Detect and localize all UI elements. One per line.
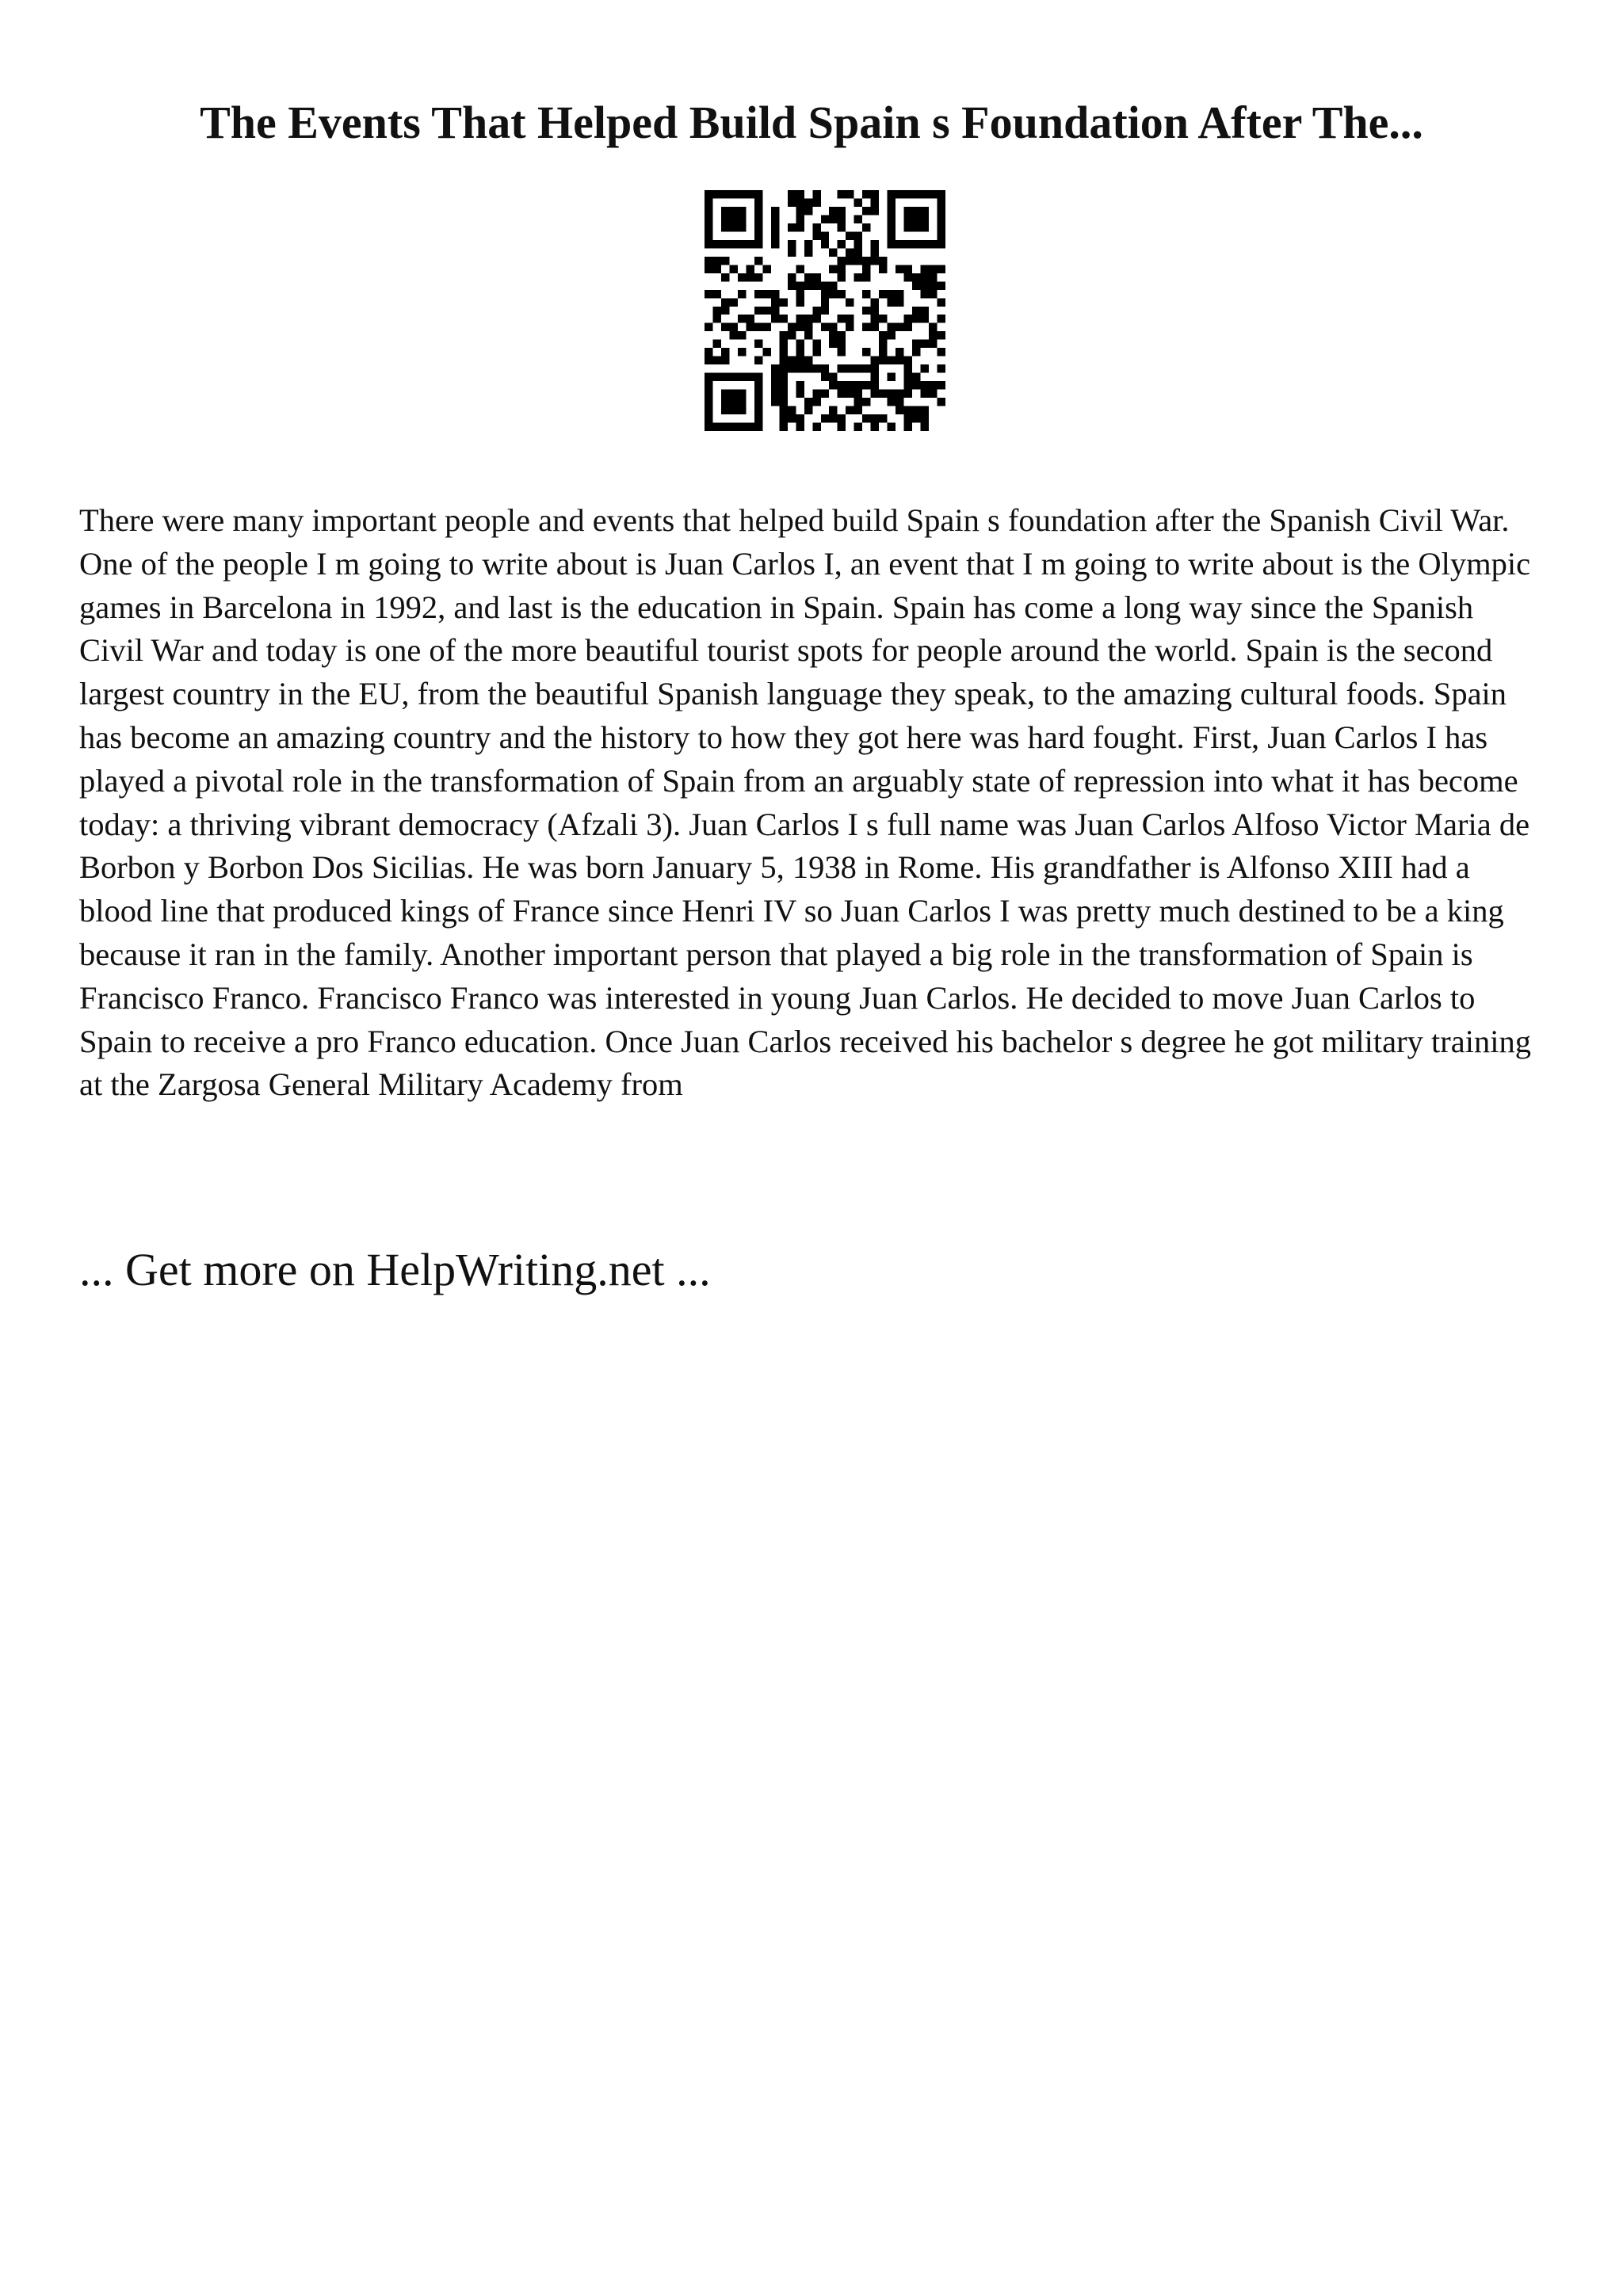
body-paragraph: There were many important people and events that helped build Spain s foundation after the Spanish Civil War. One of the people I m going to write about is Juan Carlos I, an event that I m going to write about is the Olympic games in Barcelona in 1992, and last is the education in Spain. Spain has come a long way since the Spanish Civil War and today is one of the more beautiful tourist spots for people around the world. Spain is the second largest country in the EU, from the beautiful Spanish language they speak, to the amazing cultural foods. Spain has become an amazing country and the history to how they got here was hard fought. First, Juan Carlos I has played a pivotal role in the transformation of Spain from an arguably state of repression into what it has become today: a thriving vibrant democracy (Afzali 3). Juan Carlos I s full name was Juan Carlos Alfoso Victor Maria de Borbon y Borbon Dos Sicilias. He was born January 5, 1938 in Rome. His grandfather is Alfonso XIII had a blood line that produced kings of France since Henri IV so Juan Carlos I was pretty much destined to be a king because it ran in the family. Another important person that played a big role in the transformation of Spain is Francisco Franco. Francisco Franco was interested in young Juan Carlos. He decided to move Juan Carlos to Spain to receive a pro Franco education. Once Juan Carlos received his bachelor s degree he got military training at the Zargosa General Military Academy from [79, 502, 1531, 1103]
qr-code-icon [705, 190, 945, 431]
document-title: The Events That Helped Build Spain s Foundation After The... [200, 97, 1423, 148]
helpwriting-link[interactable]: ... Get more on HelpWriting.net ... [79, 1244, 711, 1295]
